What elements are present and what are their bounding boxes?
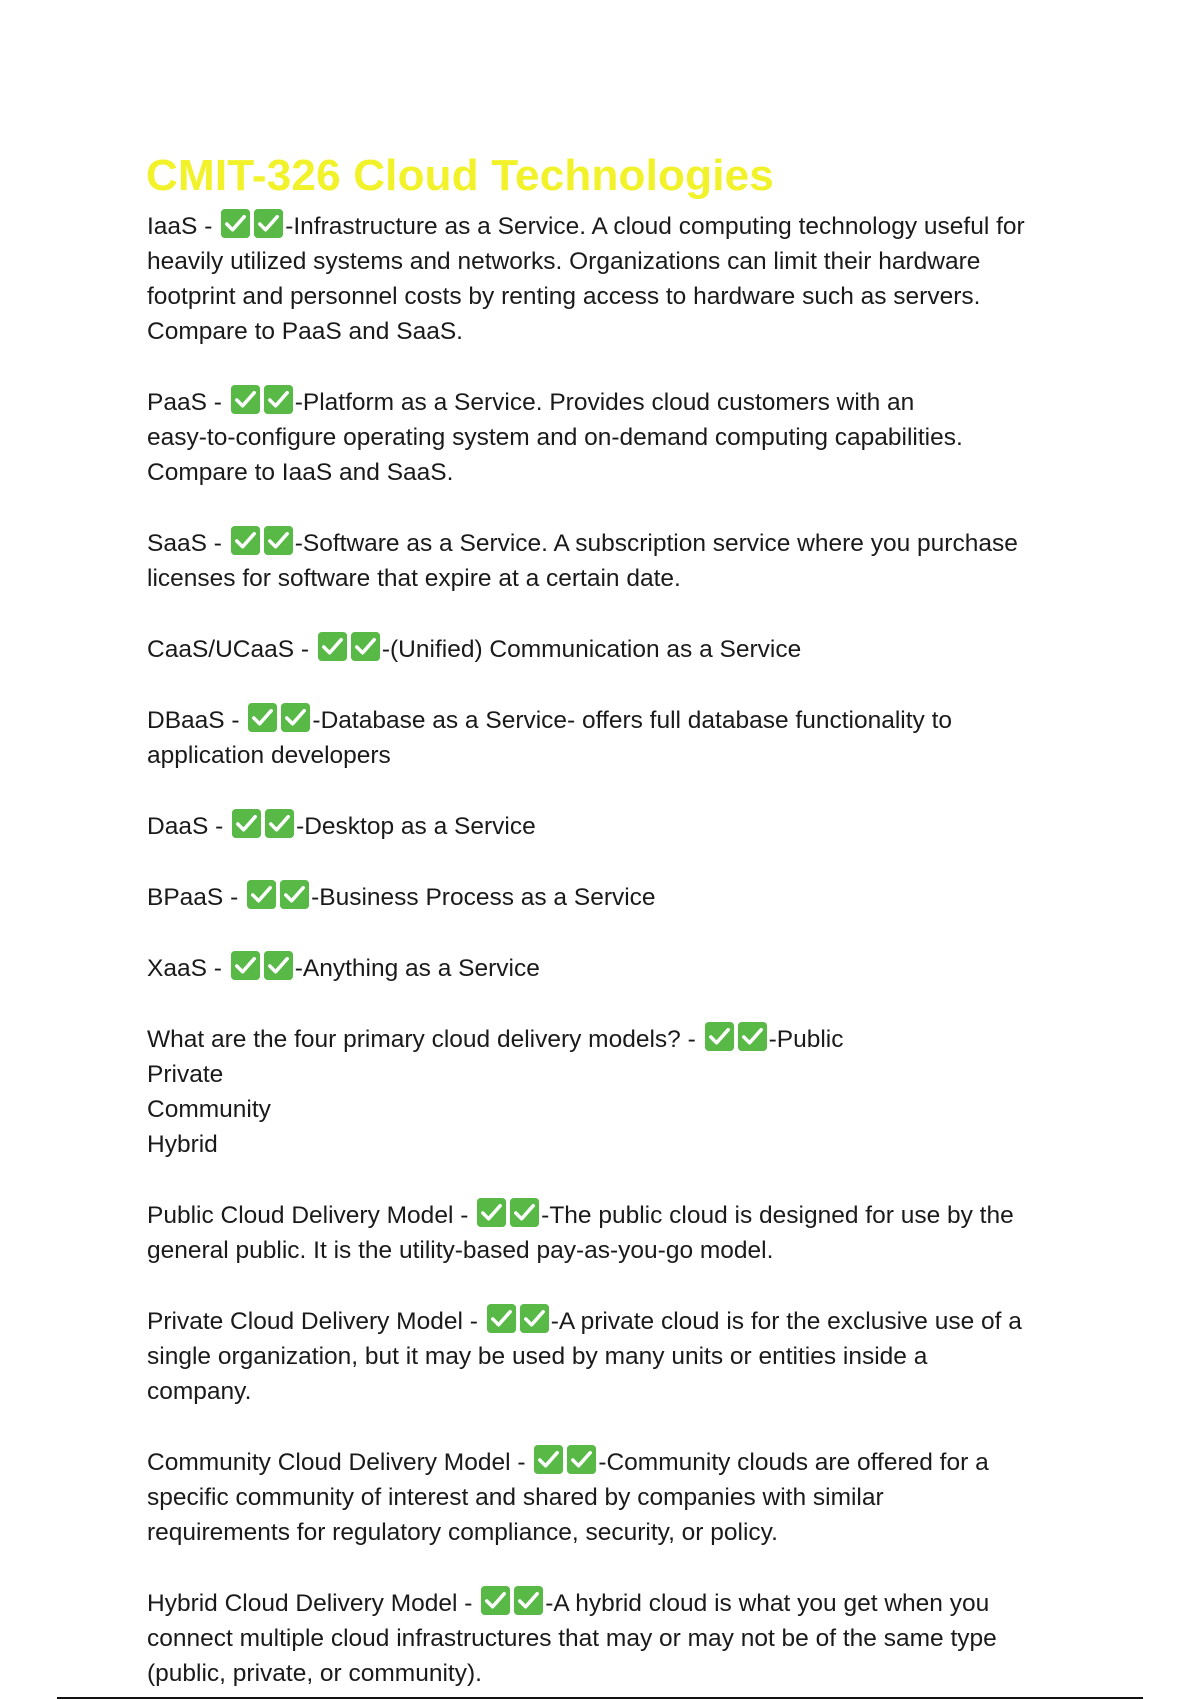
page-bottom-rule — [57, 1697, 1143, 1699]
entry-definition-continued: Hybrid — [147, 1131, 218, 1158]
check-mark-icon — [533, 1444, 564, 1475]
entry-line — [147, 1656, 1097, 1691]
entry-line — [147, 279, 1097, 314]
entry-first-line — [147, 808, 1097, 844]
flashcard-entry — [147, 950, 1097, 986]
entry-line — [147, 1339, 1097, 1374]
entry-term: Community Cloud Delivery Model - — [147, 1449, 533, 1476]
entry-term: Public Cloud Delivery Model - — [147, 1202, 476, 1229]
entry-first-line — [147, 950, 1097, 986]
check-mark-icon — [513, 1585, 544, 1616]
entry-term: CaaS/UCaaS - — [147, 636, 316, 663]
entry-first-line — [147, 208, 1097, 244]
entry-first-line — [147, 1197, 1097, 1233]
check-mark-icon — [317, 631, 348, 662]
check-mark-icon — [476, 1197, 507, 1228]
entry-definition: -Public — [768, 1026, 844, 1053]
entry-line — [147, 1092, 1097, 1127]
entry-line — [147, 244, 1097, 279]
check-mark-icon — [279, 879, 310, 910]
entry-first-line — [147, 1303, 1097, 1339]
check-mark-icon — [280, 702, 311, 733]
entry-term: Hybrid Cloud Delivery Model - — [147, 1590, 480, 1617]
entry-line — [147, 1374, 1097, 1409]
check-mark-icon — [704, 1021, 735, 1052]
flashcard-entry — [147, 1303, 1097, 1409]
check-mark-icon — [247, 702, 278, 733]
entry-definition-continued: heavily utilized systems and networks. Organizations can limit their hardware — [147, 248, 981, 275]
check-mark-icon — [253, 208, 284, 239]
entry-definition-continued: requirements for regulatory compliance, security, or policy. — [147, 1519, 778, 1546]
entry-first-line — [147, 1444, 1097, 1480]
flashcard-entry — [147, 208, 1097, 349]
entry-definition: -Software as a Service. A subscription service where you purchase — [294, 530, 1018, 557]
entry-term: BPaaS - — [147, 884, 246, 911]
entry-first-line — [147, 1585, 1097, 1621]
entry-definition-continued: application developers — [147, 742, 391, 769]
entry-definition-continued: Private — [147, 1061, 224, 1088]
entry-first-line — [147, 1021, 1097, 1057]
entry-definition-continued: company. — [147, 1378, 252, 1405]
check-mark-icon — [231, 808, 262, 839]
entry-definition: -Infrastructure as a Service. A cloud computing technology useful for — [285, 213, 1025, 240]
check-mark-icon — [230, 384, 261, 415]
check-mark-icon — [220, 208, 251, 239]
flashcard-entry — [147, 702, 1097, 773]
entry-line — [147, 1057, 1097, 1092]
check-mark-icon — [263, 525, 294, 556]
entry-first-line — [147, 631, 1097, 667]
entry-line — [147, 1233, 1097, 1268]
check-mark-icon — [519, 1303, 550, 1334]
entry-term: Private Cloud Delivery Model - — [147, 1308, 485, 1335]
check-mark-icon — [263, 950, 294, 981]
entry-term: DaaS - — [147, 813, 231, 840]
entry-first-line — [147, 702, 1097, 738]
entry-definition-continued: Compare to IaaS and SaaS. — [147, 459, 454, 486]
flashcard-list — [147, 208, 1097, 1691]
check-mark-icon — [246, 879, 277, 910]
check-mark-icon — [566, 1444, 597, 1475]
check-mark-icon — [230, 525, 261, 556]
entry-definition: -The public cloud is designed for use by the — [541, 1202, 1014, 1229]
entry-definition-continued: Compare to PaaS and SaaS. — [147, 318, 463, 345]
entry-definition: -Desktop as a Service — [296, 813, 536, 840]
entry-definition: -Anything as a Service — [294, 955, 540, 982]
entry-definition-continued: Community — [147, 1096, 271, 1123]
entry-term: What are the four primary cloud delivery models? - — [147, 1026, 703, 1053]
entry-line — [147, 1621, 1097, 1656]
entry-term: XaaS - — [147, 955, 229, 982]
entry-definition: -Database as a Service- offers full database functionality to — [312, 707, 953, 734]
check-mark-icon — [737, 1021, 768, 1052]
entry-definition: -A private cloud is for the exclusive use of a — [550, 1308, 1022, 1335]
check-mark-icon — [264, 808, 295, 839]
flashcard-entry — [147, 879, 1097, 915]
check-mark-icon — [509, 1197, 540, 1228]
entry-line — [147, 738, 1097, 773]
flashcard-entry — [147, 384, 1097, 490]
check-mark-icon — [263, 384, 294, 415]
flashcard-entry — [147, 808, 1097, 844]
entry-definition: -Community clouds are offered for a — [598, 1449, 989, 1476]
entry-definition: -(Unified) Communication as a Service — [381, 636, 802, 663]
entry-line — [147, 1515, 1097, 1550]
entry-definition-continued: licenses for software that expire at a certain date. — [147, 565, 681, 592]
entry-definition-continued: (public, private, or community). — [147, 1660, 482, 1687]
entry-line — [147, 420, 1097, 455]
entry-term: DBaaS - — [147, 707, 247, 734]
check-mark-icon — [350, 631, 381, 662]
entry-definition-continued: easy-to-configure operating system and on-demand computing capabilities. — [147, 424, 963, 451]
entry-definition: -A hybrid cloud is what you get when you — [545, 1590, 990, 1617]
entry-line — [147, 314, 1097, 349]
entry-term: SaaS - — [147, 530, 229, 557]
entry-definition-continued: specific community of interest and shared by companies with similar — [147, 1484, 884, 1511]
flashcard-entry — [147, 1197, 1097, 1268]
document-title: CMIT-326 Cloud Technologies — [146, 151, 774, 200]
check-mark-icon — [230, 950, 261, 981]
entry-term: IaaS - — [147, 213, 220, 240]
entry-first-line — [147, 384, 1097, 420]
entry-line — [147, 1480, 1097, 1515]
flashcard-entry — [147, 525, 1097, 596]
entry-definition-continued: general public. It is the utility-based pay-as-you-go model. — [147, 1237, 774, 1264]
flashcard-entry — [147, 1021, 1097, 1162]
flashcard-entry — [147, 1585, 1097, 1691]
check-mark-icon — [480, 1585, 511, 1616]
entry-first-line — [147, 525, 1097, 561]
entry-definition: -Business Process as a Service — [311, 884, 656, 911]
entry-definition-continued: connect multiple cloud infrastructures that may or may not be of the same type — [147, 1625, 997, 1652]
entry-line — [147, 1127, 1097, 1162]
flashcard-entry — [147, 1444, 1097, 1550]
entry-definition-continued: footprint and personnel costs by renting access to hardware such as servers. — [147, 283, 981, 310]
document-page — [147, 150, 1097, 1691]
entry-term: PaaS - — [147, 389, 229, 416]
entry-line — [147, 561, 1097, 596]
entry-definition-continued: single organization, but it may be used by many units or entities inside a — [147, 1343, 928, 1370]
entry-definition: -Platform as a Service. Provides cloud customers with an — [294, 389, 915, 416]
entry-line — [147, 455, 1097, 490]
entry-first-line — [147, 879, 1097, 915]
check-mark-icon — [486, 1303, 517, 1334]
flashcard-entry — [147, 631, 1097, 667]
